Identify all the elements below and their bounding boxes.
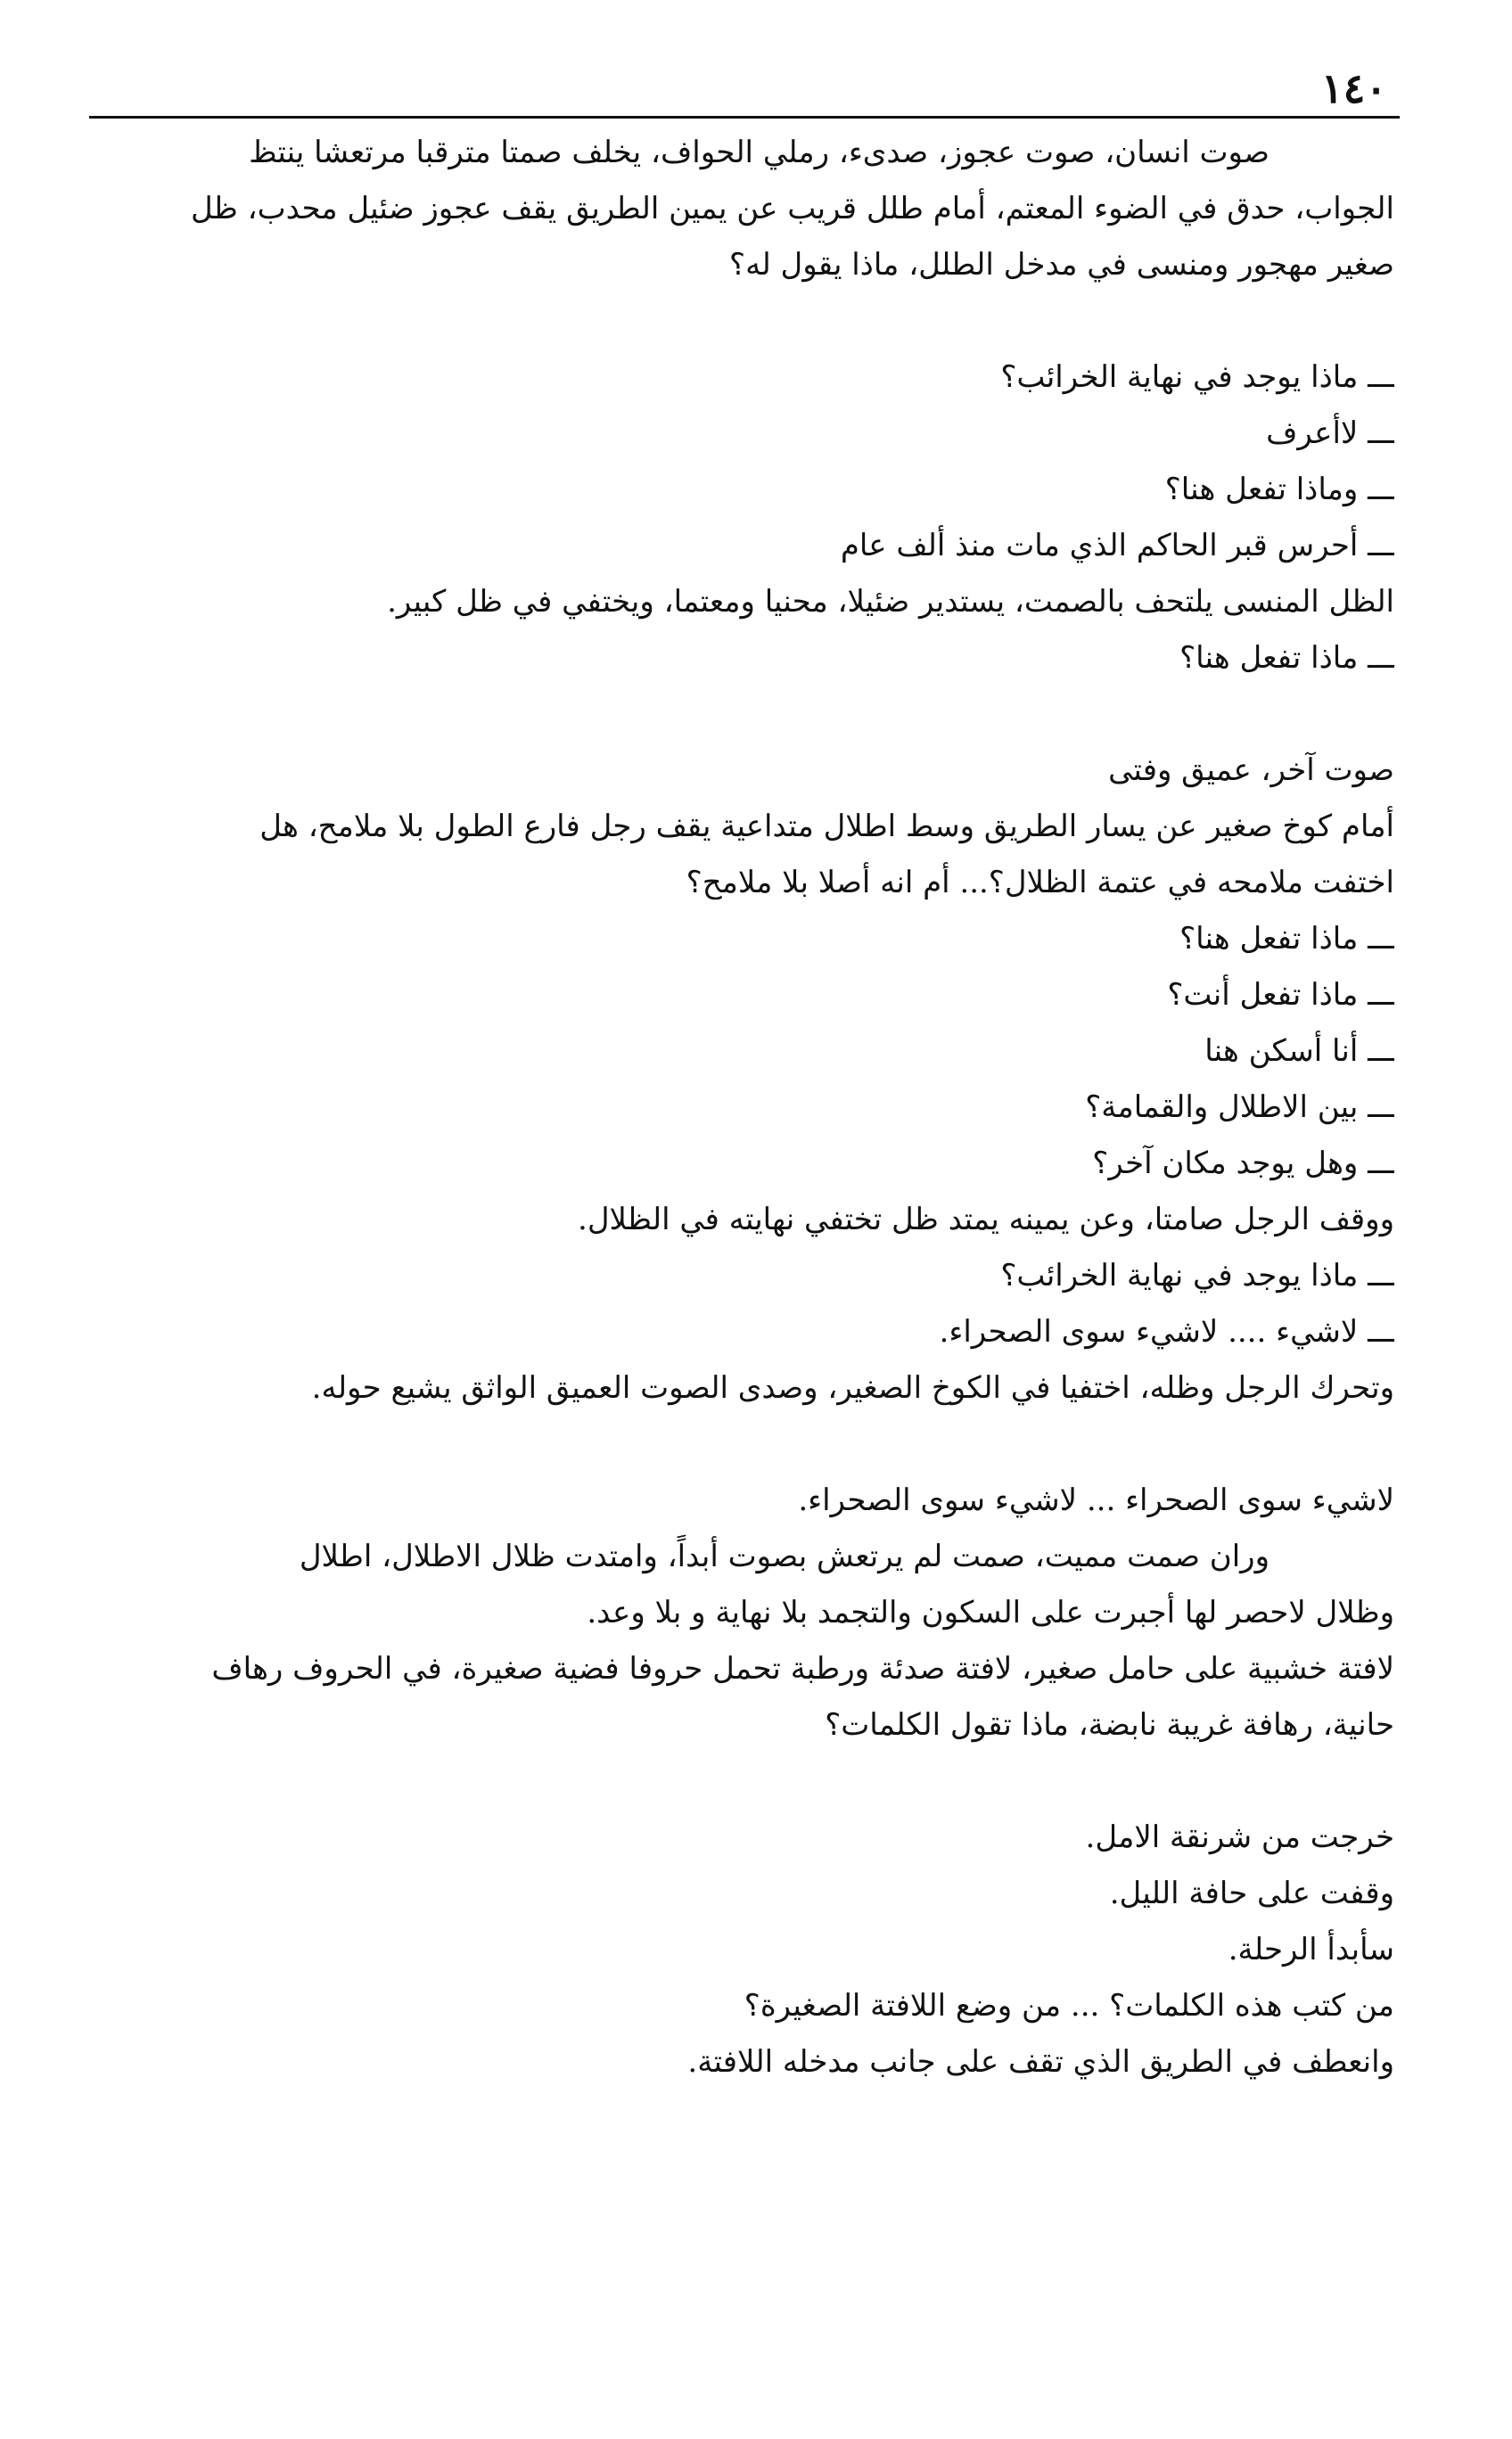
- text-line: خرجت من شرنقة الامل.: [1085, 1819, 1394, 1855]
- text-line: وظلال لاحصر لها أجبرت على السكون والتجمد بلا نهاية و بلا وعد.: [587, 1595, 1394, 1630]
- text-line: من كتب هذه الكلمات؟ ... من وضع اللافتة الصغيرة؟: [744, 1988, 1394, 2024]
- text-line: ـــ وهل يوجد مكان آخر؟: [1092, 1146, 1394, 1181]
- text-line: أمام كوخ صغير عن يسار الطريق وسط اطلال متداعية يقف رجل فارع الطول بلا ملامح، هل: [259, 809, 1394, 844]
- text-line: الظل المنسى يلتحف بالصمت، يستدير ضئيلا، محنيا ومعتما، ويختفي في ظل كبير.: [387, 584, 1394, 620]
- blank-line: [85, 293, 1394, 349]
- text-line: ـــ ماذا يوجد في نهاية الخرائب؟: [1000, 1258, 1394, 1293]
- text-line: صوت آخر، عميق وفتى: [1108, 752, 1394, 788]
- text-line: اختفت ملامحه في عتمة الظلال؟... أم انه أصلا بلا ملامح؟: [686, 865, 1394, 900]
- blank-line: [85, 686, 1394, 743]
- page-number: ١٤٠: [1320, 64, 1387, 112]
- text-line: ـــ ماذا تفعل أنت؟: [1167, 977, 1394, 1013]
- text-line: لافتة خشبية على حامل صغير، لافتة صدئة ورطبة تحمل حروفا فضية صغيرة، في الحروف رهاف: [211, 1651, 1394, 1687]
- blank-line: [85, 1753, 1394, 1810]
- body-text: [85, 125, 1394, 2090]
- text-line: ـــ لاأعرف: [1266, 415, 1394, 451]
- text-line: صغير مهجور ومنسى في مدخل الطلل، ماذا يقول له؟: [729, 247, 1394, 283]
- text-line: وقفت على حافة الليل.: [1109, 1876, 1394, 1911]
- text-line: وتحرك الرجل وظله، اختفيا في الكوخ الصغير، وصدى الصوت العميق الواثق يشيع حوله.: [311, 1370, 1394, 1406]
- text-line: لاشيء سوى الصحراء ... لاشيء سوى الصحراء.: [798, 1482, 1394, 1518]
- header-rule: [89, 116, 1400, 119]
- text-line: ـــ ماذا يوجد في نهاية الخرائب؟: [1000, 359, 1394, 395]
- text-line: ـــ وماذا تفعل هنا؟: [1164, 472, 1394, 507]
- text-line: حانية، رهافة غريبة نابضة، ماذا تقول الكلمات؟: [825, 1707, 1394, 1743]
- blank-line: [85, 1417, 1394, 1473]
- text-line: صوت انسان، صوت عجوز، صدىء، رملي الحواف، يخلف صمتا مترقبا مرتعشا ينتظ: [249, 135, 1270, 170]
- text-line: ـــ لاشيء .... لاشيء سوى الصحراء.: [939, 1314, 1394, 1350]
- text-line: سأبدأ الرحلة.: [1228, 1932, 1394, 1967]
- text-line: ـــ أحرس قبر الحاكم الذي مات منذ ألف عام: [840, 528, 1394, 563]
- text-line: وانعطف في الطريق الذي تقف على جانب مدخله اللافتة.: [687, 2044, 1394, 2080]
- text-line: ـــ بين الاطلال والقمامة؟: [1085, 1089, 1394, 1125]
- text-line: ـــ ماذا تفعل هنا؟: [1179, 921, 1394, 957]
- text-line: وران صمت مميت، صمت لم يرتعش بصوت أبداً، وامتدت ظلال الاطلال، اطلال: [299, 1539, 1270, 1574]
- text-line: ـــ ماذا تفعل هنا؟: [1179, 640, 1394, 676]
- text-line: ووقف الرجل صامتا، وعن يمينه يمتد ظل تختفي نهايته في الظلال.: [578, 1202, 1394, 1237]
- text-line: ـــ أنا أسكن هنا: [1204, 1033, 1394, 1069]
- text-line: الجواب، حدق في الضوء المعتم، أمام طلل قريب عن يمين الطريق يقف عجوز ضئيل محدب، ظل: [191, 191, 1394, 226]
